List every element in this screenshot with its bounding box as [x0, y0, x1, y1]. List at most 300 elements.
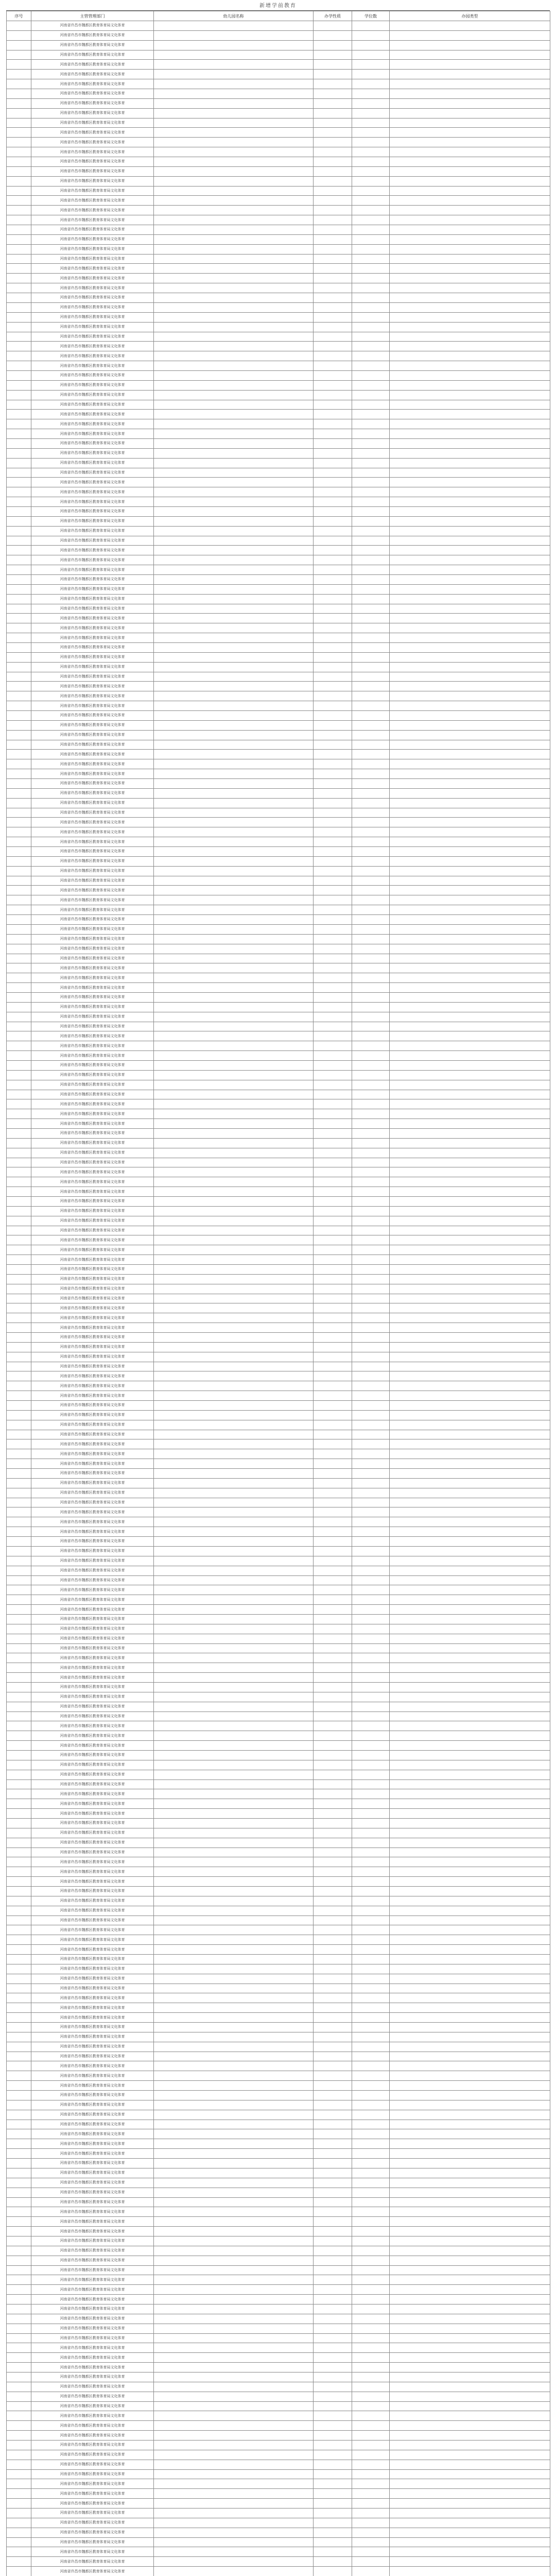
table-cell: [7, 147, 31, 157]
table-cell: [390, 30, 550, 40]
table-cell: [390, 2139, 550, 2149]
table-row: [7, 1313, 550, 1323]
table-cell: [352, 225, 390, 235]
table-cell: [390, 701, 550, 711]
table-cell: [154, 1517, 314, 1527]
table-cell: [7, 1478, 31, 1488]
table-cell: 河南省许昌市魏都区教育体育局文化体育: [31, 79, 154, 89]
table-cell: [390, 2324, 550, 2333]
table-cell: [352, 1614, 390, 1624]
table-cell: [352, 157, 390, 167]
table-cell: [314, 1090, 352, 1099]
table-cell: [314, 1702, 352, 1711]
table-cell: [7, 1673, 31, 1683]
table-cell: [352, 1333, 390, 1343]
table-cell: [352, 876, 390, 886]
table-cell: 河南省许昌市魏都区教育体育局文化体育: [31, 594, 154, 604]
table-cell: [352, 672, 390, 682]
table-cell: [7, 2236, 31, 2246]
table-cell: [7, 2314, 31, 2324]
table-cell: [314, 1916, 352, 1925]
table-cell: [314, 1566, 352, 1575]
table-cell: [390, 934, 550, 944]
table-cell: 河南省许昌市魏都区教育体育局文化体育: [31, 1974, 154, 1984]
table-row: [7, 2071, 550, 2081]
table-cell: 河南省许昌市魏都区教育体育局文化体育: [31, 2129, 154, 2139]
table-row: [7, 40, 550, 50]
table-cell: 河南省许昌市魏都区教育体育局文化体育: [31, 2411, 154, 2421]
column-header-nature: 办学性质: [314, 11, 352, 21]
table-row: [7, 2003, 550, 2013]
table-cell: [7, 98, 31, 108]
table-cell: [314, 60, 352, 70]
table-row: [7, 244, 550, 254]
table-cell: [352, 1478, 390, 1488]
table-cell: [7, 1439, 31, 1449]
table-cell: [314, 1109, 352, 1119]
table-cell: [390, 711, 550, 721]
table-cell: [390, 2314, 550, 2324]
table-cell: [314, 1624, 352, 1634]
table-cell: [154, 1060, 314, 1070]
table-cell: [390, 70, 550, 79]
table-cell: [390, 1109, 550, 1119]
table-cell: [390, 2392, 550, 2401]
table-cell: [352, 662, 390, 672]
table-cell: [314, 905, 352, 915]
table-cell: 河南省许昌市魏都区教育体育局文化体育: [31, 1643, 154, 1653]
table-cell: [390, 1575, 550, 1585]
table-row: [7, 458, 550, 468]
table-cell: 河南省许昌市魏都区教育体育局文化体育: [31, 1634, 154, 1643]
table-cell: [7, 652, 31, 662]
table-cell: [390, 2265, 550, 2275]
table-cell: 河南省许昌市魏都区教育体育局文化体育: [31, 2032, 154, 2042]
table-cell: [314, 2246, 352, 2256]
table-cell: [314, 1177, 352, 1187]
table-row: [7, 1255, 550, 1265]
table-cell: [7, 2333, 31, 2343]
table-row: [7, 487, 550, 497]
table-cell: [390, 497, 550, 507]
table-row: [7, 2450, 550, 2460]
table-cell: [7, 983, 31, 993]
table-cell: [7, 2392, 31, 2401]
table-row: [7, 2129, 550, 2139]
table-cell: [390, 1818, 550, 1828]
table-cell: [7, 2295, 31, 2304]
table-cell: 河南省许昌市魏都区教育体育局文化体育: [31, 2275, 154, 2285]
table-cell: [390, 342, 550, 351]
table-row: [7, 546, 550, 555]
table-cell: [314, 808, 352, 818]
table-cell: [352, 2353, 390, 2363]
table-cell: [7, 1070, 31, 1080]
table-cell: [7, 1352, 31, 1362]
table-cell: 河南省许昌市魏都区教育体育局文化体育: [31, 1575, 154, 1585]
table-cell: [352, 992, 390, 1002]
table-row: [7, 1818, 550, 1828]
table-cell: [390, 1478, 550, 1488]
table-cell: [154, 1925, 314, 1935]
table-cell: [352, 866, 390, 876]
table-row: [7, 1711, 550, 1721]
table-cell: [352, 196, 390, 206]
table-cell: [154, 1556, 314, 1566]
table-row: [7, 954, 550, 963]
table-cell: 河南省许昌市魏都区教育体育局文化体育: [31, 1449, 154, 1459]
table-cell: [7, 2421, 31, 2431]
table-cell: [314, 2411, 352, 2421]
table-cell: [352, 2227, 390, 2236]
table-row: [7, 1624, 550, 1634]
table-cell: [314, 487, 352, 497]
table-cell: [390, 2091, 550, 2100]
table-cell: [7, 1255, 31, 1265]
table-cell: [7, 1294, 31, 1303]
table-cell: 河南省许昌市魏都区教育体育局文化体育: [31, 2353, 154, 2363]
table-cell: 河南省许昌市魏都区教育体育局文化体育: [31, 390, 154, 400]
table-row: [7, 186, 550, 196]
table-row: [7, 322, 550, 332]
table-cell: 河南省许昌市魏都区教育体育局文化体育: [31, 2003, 154, 2013]
table-cell: [390, 2178, 550, 2188]
table-cell: [390, 866, 550, 876]
table-cell: [154, 2236, 314, 2246]
table-row: [7, 206, 550, 215]
table-cell: [7, 1119, 31, 1129]
table-cell: [352, 2120, 390, 2129]
table-row: [7, 1041, 550, 1051]
table-cell: [154, 526, 314, 536]
table-cell: [352, 584, 390, 594]
table-cell: [7, 50, 31, 60]
table-cell: [7, 2003, 31, 2013]
table-cell: [314, 40, 352, 50]
table-cell: [7, 1741, 31, 1751]
table-cell: [154, 1566, 314, 1575]
table-cell: [390, 322, 550, 332]
table-cell: 河南省许昌市魏都区教育体育局文化体育: [31, 1838, 154, 1848]
table-cell: [352, 1556, 390, 1566]
table-cell: 河南省许昌市魏都区教育体育局文化体育: [31, 1012, 154, 1022]
table-cell: [352, 856, 390, 866]
table-cell: [352, 2168, 390, 2178]
table-cell: [154, 954, 314, 963]
table-cell: [7, 1575, 31, 1585]
table-cell: [7, 1634, 31, 1643]
table-cell: [314, 1352, 352, 1362]
table-row: [7, 886, 550, 895]
table-row: [7, 390, 550, 400]
table-cell: [7, 438, 31, 448]
table-cell: 河南省许昌市魏都区教育体育局文化体育: [31, 2188, 154, 2197]
table-cell: 河南省许昌市魏都区教育体育局文化体育: [31, 2227, 154, 2236]
table-cell: [7, 1877, 31, 1887]
table-cell: [314, 400, 352, 410]
table-cell: [390, 565, 550, 575]
table-cell: [154, 370, 314, 380]
table-cell: [352, 506, 390, 516]
table-cell: [352, 1274, 390, 1284]
table-cell: [352, 594, 390, 604]
table-cell: [390, 2275, 550, 2285]
table-cell: [314, 818, 352, 827]
table-cell: 河南省许昌市魏都区教育体育局文化体育: [31, 1255, 154, 1265]
table-cell: [390, 244, 550, 254]
table-cell: [154, 1051, 314, 1061]
table-cell: [314, 312, 352, 322]
table-cell: [154, 1284, 314, 1294]
table-cell: [390, 128, 550, 138]
table-cell: [390, 429, 550, 439]
table-row: [7, 2023, 550, 2032]
table-cell: 河南省许昌市魏都区教育体育局文化体育: [31, 1818, 154, 1828]
table-cell: [154, 944, 314, 954]
table-row: [7, 2499, 550, 2509]
table-cell: [352, 2314, 390, 2324]
table-cell: [390, 895, 550, 905]
table-cell: [154, 1362, 314, 1371]
table-row: [7, 1867, 550, 1877]
table-cell: [352, 2469, 390, 2479]
table-cell: [352, 808, 390, 818]
table-row: [7, 536, 550, 546]
table-cell: [390, 478, 550, 487]
table-cell: [314, 2489, 352, 2499]
table-row: [7, 2285, 550, 2295]
table-cell: [352, 2509, 390, 2518]
table-cell: [154, 1430, 314, 1439]
column-header-name: 幼儿园名称: [154, 11, 314, 21]
table-cell: [390, 769, 550, 779]
table-cell: 河南省许昌市魏都区教育体育局文化体育: [31, 361, 154, 371]
table-cell: [7, 1371, 31, 1381]
table-cell: [7, 2091, 31, 2100]
table-row: [7, 1333, 550, 1343]
table-cell: [7, 206, 31, 215]
table-cell: 河南省许昌市魏都区教育体育局文化体育: [31, 293, 154, 303]
table-row: [7, 1877, 550, 1887]
table-cell: [314, 1634, 352, 1643]
table-cell: [352, 419, 390, 429]
table-cell: 河南省许昌市魏都区教育体育局文化体育: [31, 1235, 154, 1245]
table-cell: [7, 2217, 31, 2227]
table-row: [7, 1109, 550, 1119]
table-row: [7, 2013, 550, 2023]
table-cell: [390, 1381, 550, 1391]
table-cell: [314, 254, 352, 264]
table-cell: [7, 2246, 31, 2256]
table-cell: 河南省许昌市魏都区教育体育局文化体育: [31, 1984, 154, 1993]
table-cell: [314, 448, 352, 458]
table-cell: [314, 574, 352, 584]
table-cell: [154, 1818, 314, 1828]
table-cell: [314, 1673, 352, 1683]
table-row: [7, 2479, 550, 2489]
table-cell: 河南省许昌市魏都区教育体育局文化体育: [31, 837, 154, 847]
table-row: [7, 604, 550, 614]
table-cell: [314, 2324, 352, 2333]
table-row: [7, 1731, 550, 1741]
table-cell: [314, 691, 352, 701]
table-row: [7, 1517, 550, 1527]
table-cell: [390, 1857, 550, 1867]
table-cell: [314, 196, 352, 206]
table-cell: [352, 2421, 390, 2431]
table-row: [7, 1362, 550, 1371]
table-cell: 河南省许昌市魏都区教育体育局文化体育: [31, 711, 154, 721]
table-cell: [390, 2304, 550, 2314]
table-row: [7, 1537, 550, 1547]
table-cell: [390, 623, 550, 633]
table-cell: [154, 740, 314, 750]
table-cell: [390, 2469, 550, 2479]
table-cell: 河南省许昌市魏都区教育体育局文化体育: [31, 2509, 154, 2518]
table-cell: [352, 410, 390, 419]
table-cell: [314, 963, 352, 973]
table-cell: [390, 274, 550, 283]
table-cell: [352, 1060, 390, 1070]
table-cell: [314, 1469, 352, 1479]
table-row: [7, 2295, 550, 2304]
table-cell: [352, 1177, 390, 1187]
table-cell: [390, 1993, 550, 2003]
table-cell: [390, 1789, 550, 1799]
table-cell: [390, 536, 550, 546]
table-row: [7, 623, 550, 633]
table-row: [7, 118, 550, 128]
table-cell: [352, 1313, 390, 1323]
table-row: [7, 429, 550, 439]
table-cell: 河南省许昌市魏都区教育体育局文化体育: [31, 2295, 154, 2304]
table-cell: [390, 2372, 550, 2382]
table-cell: [352, 1916, 390, 1925]
table-cell: [154, 2139, 314, 2149]
table-cell: [390, 302, 550, 312]
table-cell: [390, 2256, 550, 2265]
table-cell: 河南省许昌市魏都区教育体育局文化体育: [31, 2110, 154, 2120]
table-cell: [314, 750, 352, 759]
table-cell: [352, 2547, 390, 2557]
table-cell: [352, 89, 390, 99]
table-cell: [154, 264, 314, 274]
table-cell: [154, 2217, 314, 2227]
table-cell: [154, 1469, 314, 1479]
table-cell: [154, 1731, 314, 1741]
table-cell: [390, 2168, 550, 2178]
table-cell: 河南省许昌市魏都区教育体育局文化体育: [31, 546, 154, 555]
table-cell: [154, 2032, 314, 2042]
table-cell: [314, 779, 352, 789]
table-cell: [154, 458, 314, 468]
table-cell: [390, 1906, 550, 1916]
table-row: [7, 2197, 550, 2207]
table-cell: [314, 759, 352, 769]
table-cell: [154, 1643, 314, 1653]
table-cell: [314, 1507, 352, 1517]
table-cell: [154, 1595, 314, 1605]
table-cell: [352, 924, 390, 934]
table-cell: [352, 1469, 390, 1479]
table-cell: [154, 2499, 314, 2509]
table-cell: [7, 740, 31, 750]
table-cell: [7, 1041, 31, 1051]
table-cell: [390, 1391, 550, 1401]
table-cell: [154, 390, 314, 400]
table-cell: [390, 730, 550, 740]
table-cell: [154, 1294, 314, 1303]
table-cell: [352, 2178, 390, 2188]
table-cell: [154, 536, 314, 546]
table-cell: [390, 2499, 550, 2509]
table-cell: [154, 380, 314, 390]
table-cell: [390, 827, 550, 837]
table-cell: 河南省许昌市魏都区教育体育局文化体育: [31, 497, 154, 507]
table-cell: [390, 2159, 550, 2168]
table-row: [7, 516, 550, 526]
table-cell: [314, 536, 352, 546]
table-cell: [352, 1498, 390, 1507]
table-cell: [154, 2120, 314, 2129]
kindergarten-table: [6, 11, 550, 2576]
table-cell: [390, 2450, 550, 2460]
table-cell: [314, 1925, 352, 1935]
table-cell: [7, 1206, 31, 1216]
table-cell: [352, 2275, 390, 2285]
table-cell: [390, 2411, 550, 2421]
table-cell: [390, 2071, 550, 2081]
table-cell: [154, 711, 314, 721]
table-cell: [352, 458, 390, 468]
table-cell: [390, 1799, 550, 1809]
table-cell: 河南省许昌市魏都区教育体育局文化体育: [31, 2440, 154, 2450]
table-cell: [314, 623, 352, 633]
table-row: [7, 1614, 550, 1624]
table-row: [7, 759, 550, 769]
table-cell: [352, 98, 390, 108]
table-cell: [7, 2489, 31, 2499]
table-cell: 河南省许昌市魏都区教育体育局文化体育: [31, 70, 154, 79]
table-cell: 河南省许昌市魏都区教育体育局文化体育: [31, 565, 154, 575]
table-cell: [314, 2518, 352, 2528]
table-cell: [390, 410, 550, 419]
table-cell: [314, 98, 352, 108]
table-cell: [154, 1711, 314, 1721]
table-cell: [154, 2197, 314, 2207]
table-cell: [7, 2081, 31, 2091]
table-cell: [352, 2518, 390, 2528]
table-cell: 河南省许昌市魏都区教育体育局文化体育: [31, 1488, 154, 1498]
table-cell: [390, 1274, 550, 1284]
table-cell: [7, 1809, 31, 1819]
table-cell: 河南省许昌市魏都区教育体育局文化体育: [31, 2139, 154, 2149]
table-row: [7, 2265, 550, 2275]
table-row: [7, 574, 550, 584]
table-cell: [390, 1430, 550, 1439]
table-cell: [154, 1206, 314, 1216]
table-cell: [154, 623, 314, 633]
table-cell: 河南省许昌市魏都区教育体育局文化体育: [31, 1605, 154, 1615]
table-cell: 河南省许昌市魏都区教育体育局文化体育: [31, 847, 154, 857]
table-row: [7, 438, 550, 448]
table-cell: [390, 1303, 550, 1313]
table-cell: [7, 79, 31, 89]
table-cell: [390, 21, 550, 31]
table-row: [7, 419, 550, 429]
table-cell: [390, 1828, 550, 1838]
table-cell: [154, 2188, 314, 2197]
